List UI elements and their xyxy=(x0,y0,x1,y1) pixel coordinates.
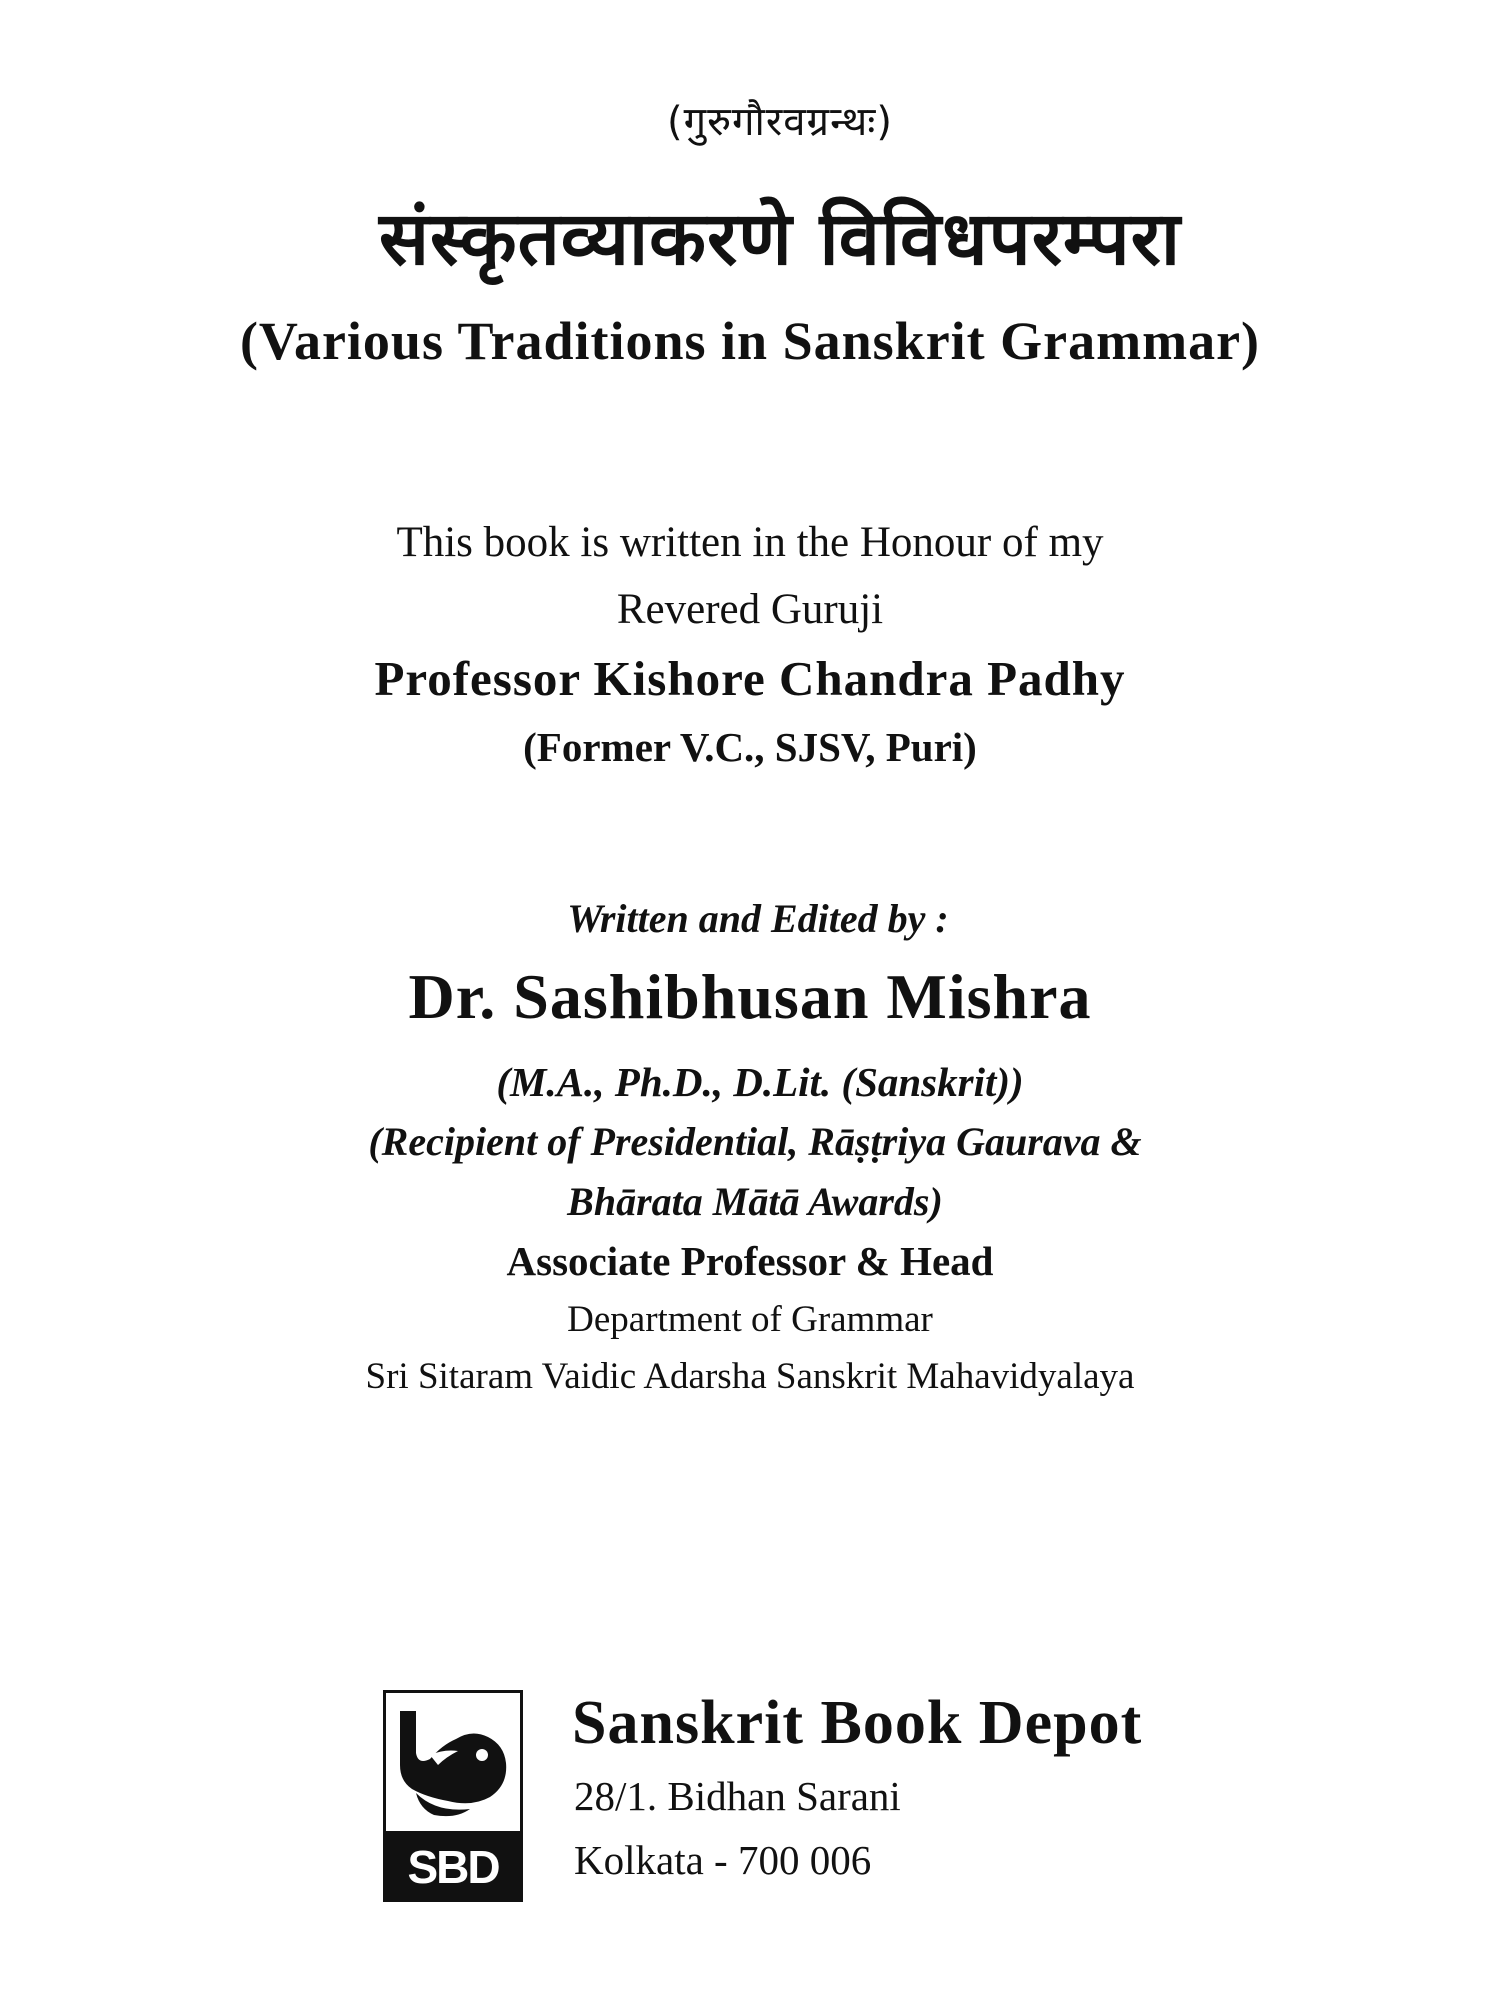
author-degrees: (M.A., Ph.D., D.Lit. (Sanskrit)) xyxy=(496,1059,1024,1105)
devanagari-subtitle: (गुरुगौरवग्रन्थः) xyxy=(666,99,893,145)
publisher-address-line-1: 28/1. Bidhan Sarani xyxy=(574,1773,901,1819)
devanagari-title: संस्कृतव्याकरणे विविधपरम्परा xyxy=(378,196,1182,282)
author-credit-label: Written and Edited by : xyxy=(567,896,949,941)
author-awards-line-1: (Recipient of Presidential, Rāṣṭriya Gaurava & xyxy=(368,1119,1142,1164)
publisher-logo xyxy=(383,1690,523,1902)
author-name: Dr. Sashibhusan Mishra xyxy=(408,961,1092,1032)
author-department: Department of Grammar xyxy=(567,1299,933,1340)
publisher-logo-monogram: SBD xyxy=(407,1841,499,1893)
dedication-line-2: Revered Guruji xyxy=(616,586,884,633)
guru-name: Professor Kishore Chandra Padhy xyxy=(374,651,1126,706)
author-awards-line-2: Bhārata Mātā Awards) xyxy=(567,1179,943,1224)
author-college: Sri Sitaram Vaidic Adarsha Sanskrit Mahavidyalaya xyxy=(365,1356,1135,1397)
author-position: Associate Professor & Head xyxy=(506,1238,994,1284)
english-title: (Various Traditions in Sanskrit Grammar) xyxy=(239,311,1261,371)
guru-title: (Former V.C., SJSV, Puri) xyxy=(523,724,977,770)
publisher-address-line-2: Kolkata - 700 006 xyxy=(574,1837,872,1883)
publisher-logo-icon xyxy=(386,1693,520,1899)
publisher-name: Sanskrit Book Depot xyxy=(572,1689,1143,1757)
dedication-line-1: This book is written in the Honour of my xyxy=(396,519,1104,566)
